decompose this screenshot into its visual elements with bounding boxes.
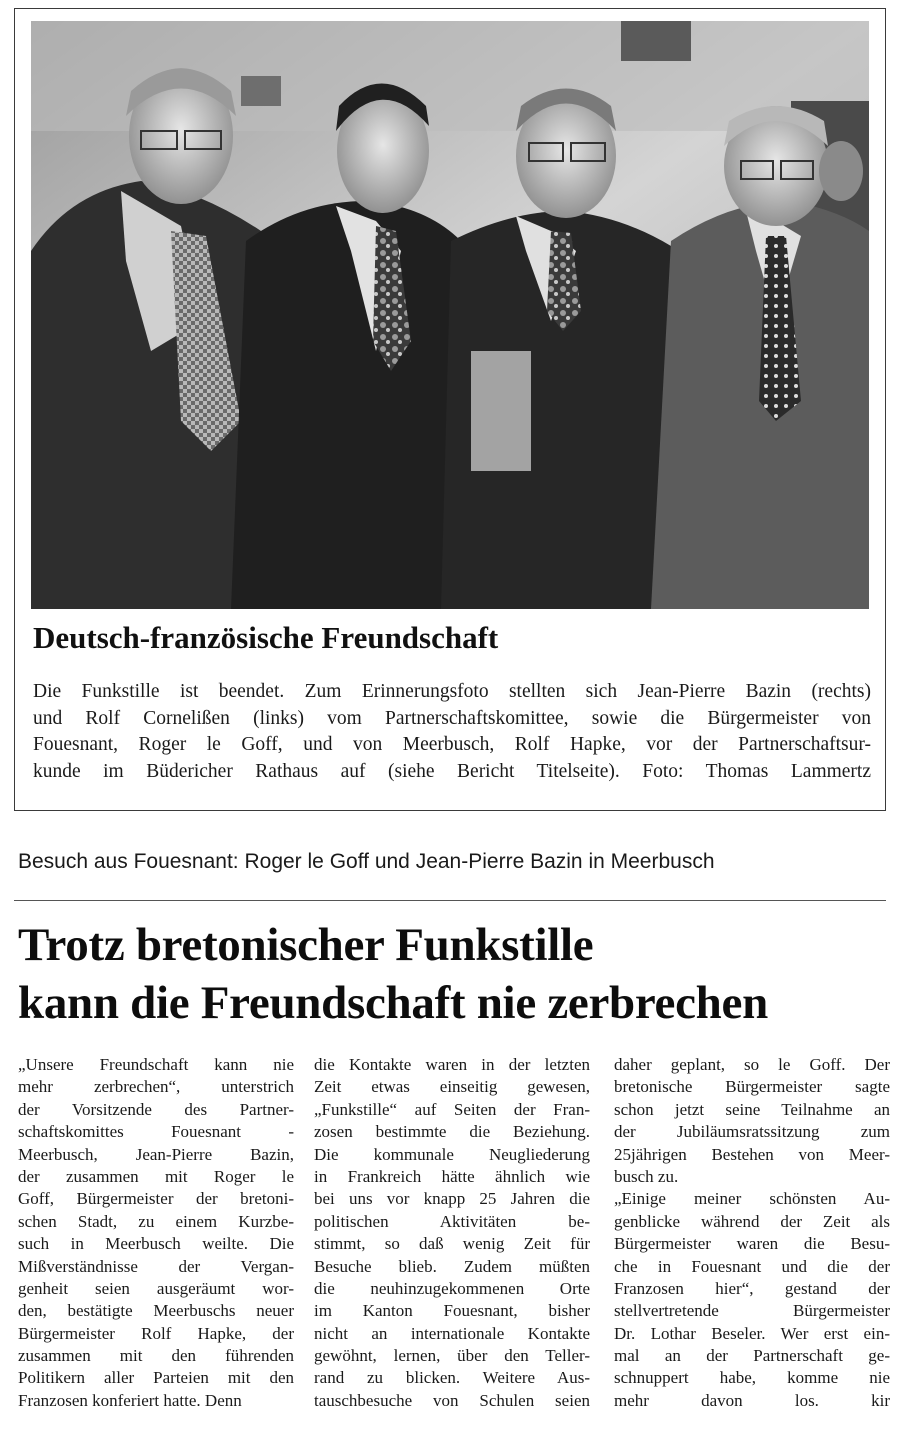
article-line: Bürgermeister waren die Besu- [614, 1234, 890, 1254]
caption-line: und Rolf Cornelißen (links) vom Partnerschaftskomittee, sowie die Bürgermeister von [33, 707, 871, 729]
article-line: politischen Aktivitäten be- [314, 1211, 590, 1231]
article-column-1 [18, 1054, 294, 1412]
headline-line: Trotz bretonischer Funkstille [18, 919, 594, 971]
article-line: nicht an internationale Kontakte [314, 1323, 590, 1343]
article-line: stimmt, so daß wenig Zeit für [314, 1234, 590, 1254]
article-line: stellvertretende Bürgermeister [614, 1301, 890, 1321]
article-line: Mißverständnisse der Vergan- [18, 1256, 294, 1276]
article-line: zusammen mit den führenden [18, 1346, 294, 1366]
article-line: der Vorsitzende des Partner- [18, 1099, 294, 1119]
article-line: bei uns vor knapp 25 Jahren die [314, 1189, 590, 1209]
article-line: in Frankreich hätte ähnlich wie [314, 1166, 590, 1186]
article-line: die Kontakte waren in der letzten [314, 1055, 590, 1074]
article-line: „Funkstille“ auf Seiten der Fran- [314, 1099, 590, 1119]
article-line: Meerbusch, Jean-Pierre Bazin, [18, 1144, 294, 1164]
headline-line: kann die Freundschaft nie zerbrechen [18, 977, 768, 1029]
article-line: schaftskomittes Fouesnant - [18, 1122, 294, 1142]
article-line: der zusammen mit Roger le [18, 1166, 294, 1186]
article-line: che in Fouesnant und die der [614, 1256, 890, 1276]
article-line: schnuppert habe, komme nie [614, 1368, 890, 1388]
article-line: such in Meerbusch weilte. Die [18, 1234, 294, 1254]
article-column-3 [614, 1054, 890, 1412]
article-line: schon jetzt seine Teilnahme an [614, 1099, 890, 1119]
article-column-2 [314, 1054, 590, 1412]
article-line: die neuhinzugekommenen Orte [314, 1278, 590, 1298]
article-line: schen Stadt, zu einem Kurzbe- [18, 1211, 294, 1231]
article-line: 25jährigen Bestehen von Meer- [614, 1144, 890, 1164]
article-line: der Jubiläumsratssitzung zum [614, 1122, 890, 1142]
article-line: Franzosen hier“, gestand der [614, 1278, 890, 1298]
article-line: daher geplant, so le Goff. Der [614, 1055, 890, 1074]
caption-line: kunde im Büdericher Rathaus auf (siehe Bericht Titelseite). Foto: Thomas Lammertz [33, 760, 871, 782]
article-line: mehr zerbrechen“, unterstrich [18, 1077, 294, 1097]
caption-line: Fouesnant, Roger le Goff, und von Meerbusch, Rolf Hapke, vor der Partnerschaftsur- [33, 734, 871, 755]
article-headline [18, 916, 890, 1032]
article-line: Dr. Lothar Beseler. Wer erst ein- [614, 1323, 890, 1343]
article-line: Zeit etwas einseitig gewesen, [314, 1077, 590, 1097]
article-line: mehr davon los. kir [614, 1390, 890, 1410]
article-line: rand zu blicken. Weitere Aus- [314, 1368, 590, 1388]
article-line: Die kommunale Neugliederung [314, 1144, 590, 1164]
article-line: tauschbesuche von Schulen seien [314, 1390, 590, 1410]
photo-caption [33, 679, 871, 785]
article-kicker: Besuch aus Fouesnant: Roger le Goff und Jean-Pierre Bazin in Meerbusch [18, 850, 715, 873]
article-line: Franzosen konferiert hatte. Denn [18, 1390, 242, 1410]
article-line: zosen bestimmte die Beziehung. [314, 1122, 590, 1142]
article-line: Bürgermeister Rolf Hapke, der [18, 1323, 294, 1343]
article-line: Politikern aller Parteien mit den [18, 1368, 294, 1388]
article-line: gewöhnt, lernen, über den Teller- [314, 1346, 590, 1366]
article-line: im Kanton Fouesnant, bisher [314, 1301, 590, 1321]
article-line: den, bestätigte Meerbuschs neuer [18, 1301, 294, 1321]
article-line: mal an der Partnerschaft ge- [614, 1346, 890, 1366]
article-line: genblicke während der Zeit als [614, 1211, 890, 1231]
photo-box [14, 8, 886, 811]
article-line: „Unsere Freundschaft kann nie [18, 1055, 294, 1074]
article-line: Goff, Bürgermeister der bretoni- [18, 1189, 294, 1209]
article-line: Besuche blieb. Zudem müßten [314, 1256, 590, 1276]
article-line: busch zu. [614, 1166, 679, 1186]
caption-line: Die Funkstille ist beendet. Zum Erinnerungsfoto stellten sich Jean-Pierre Bazin (rechts) [33, 681, 871, 702]
divider-rule [14, 900, 886, 901]
photo-title: Deutsch-französische Freundschaft [33, 620, 499, 655]
article-line: bretonische Bürgermeister sagte [614, 1077, 890, 1097]
article-line: „Einige meiner schönsten Au- [614, 1189, 890, 1209]
group-photo [31, 21, 869, 609]
article-line: genheit seien ausgeräumt wor- [18, 1278, 294, 1298]
